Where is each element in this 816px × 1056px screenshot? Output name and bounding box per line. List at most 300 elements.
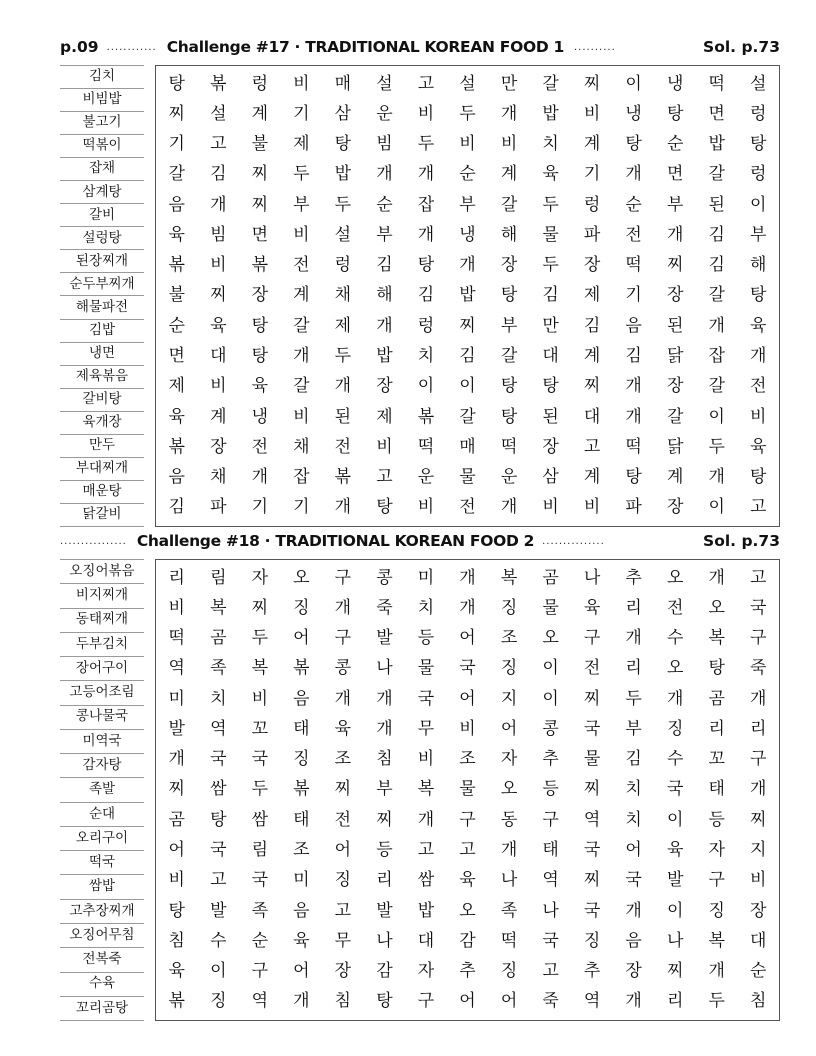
grid-letter-cell: 비 <box>210 376 227 397</box>
challenge-17-title: Challenge #17 · TRADITIONAL KOREAN FOOD 1 <box>166 38 564 56</box>
grid-letter-cell: 고 <box>210 870 227 891</box>
grid-letter-cell: 설 <box>334 224 352 245</box>
grid-letter-cell: 곰 <box>708 688 725 709</box>
grid-letter-cell: 탕 <box>168 900 185 921</box>
grid-letter-cell: 장 <box>583 255 601 276</box>
grid-letter-cell: 치 <box>210 688 227 709</box>
grid-letter-cell: 자 <box>251 567 269 588</box>
grid-letter-cell: 어 <box>459 628 476 649</box>
grid-letter-cell: 김 <box>625 346 642 367</box>
challenge-17-header <box>60 36 780 58</box>
grid-letter-cell: 고 <box>417 73 435 94</box>
grid-letter-cell: 장 <box>251 285 269 306</box>
grid-letter-cell: 파 <box>210 497 227 518</box>
grid-letter-cell: 콩 <box>542 718 559 739</box>
grid-letter-cell: 김 <box>168 497 185 518</box>
grid-letter-cell: 이 <box>210 961 227 982</box>
grid-letter-cell: 수 <box>666 628 684 649</box>
grid-letter-cell: 음 <box>625 930 642 951</box>
grid-letter-cell: 역 <box>168 658 185 679</box>
grid-letter-cell: 개 <box>500 103 518 124</box>
leader-dots: ............... <box>542 535 605 547</box>
grid-letter-cell: 비 <box>293 406 310 427</box>
grid-letter-cell: 제 <box>376 406 393 427</box>
grid-letter-cell: 부 <box>459 194 476 215</box>
grid-letter-cell: 탕 <box>500 406 518 427</box>
grid-letter-cell: 전 <box>583 658 601 679</box>
grid-letter-cell: 림 <box>251 840 269 861</box>
grid-letter-cell: 감 <box>376 961 393 982</box>
grid-letter-cell: 불 <box>251 134 269 155</box>
grid-letter-cell: 냉 <box>666 73 684 94</box>
grid-letter-cell: 기 <box>625 285 642 306</box>
grid-letter-cell: 찌 <box>750 809 767 830</box>
grid-letter-cell: 이 <box>542 688 559 709</box>
solution-page-reference: Sol. p.73 <box>703 532 780 550</box>
grid-letter-cell: 장 <box>666 497 684 518</box>
grid-letter-cell: 음 <box>168 194 185 215</box>
grid-letter-cell: 구 <box>251 961 269 982</box>
grid-letter-cell: 대 <box>417 930 435 951</box>
grid-letter-cell: 등 <box>417 628 435 649</box>
grid-letter-cell: 국 <box>583 840 601 861</box>
grid-letter-cell: 부 <box>750 224 767 245</box>
grid-letter-cell: 개 <box>750 346 767 367</box>
grid-letter-cell: 개 <box>625 164 642 185</box>
grid-letter-cell: 탕 <box>210 809 227 830</box>
word-list-item: 미역국 <box>60 730 144 754</box>
grid-letter-cell: 두 <box>708 436 725 457</box>
grid-letter-cell: 어 <box>625 840 642 861</box>
grid-letter-cell: 조 <box>500 628 518 649</box>
challenge-17-word-list <box>60 65 144 527</box>
grid-letter-cell: 탕 <box>376 497 393 518</box>
grid-letter-cell: 비 <box>168 597 185 618</box>
grid-letter-cell: 육 <box>168 224 185 245</box>
word-list-item: 설렁탕 <box>60 227 144 250</box>
grid-letter-cell: 오 <box>293 567 310 588</box>
word-list-item: 매운탕 <box>60 481 144 504</box>
grid-letter-cell: 볶 <box>293 779 310 800</box>
grid-letter-cell: 찌 <box>334 779 352 800</box>
grid-letter-cell: 구 <box>334 567 352 588</box>
grid-letter-cell: 탕 <box>708 658 725 679</box>
word-list-item: 오리구이 <box>60 827 144 851</box>
grid-letter-cell: 육 <box>750 436 767 457</box>
grid-letter-cell: 탕 <box>417 255 435 276</box>
grid-letter-cell: 자 <box>417 961 435 982</box>
grid-letter-cell: 볶 <box>168 255 185 276</box>
grid-letter-cell: 등 <box>542 779 559 800</box>
grid-letter-cell: 나 <box>376 658 393 679</box>
grid-letter-cell: 추 <box>459 961 476 982</box>
grid-letter-cell: 개 <box>750 779 767 800</box>
grid-letter-cell: 탕 <box>666 103 684 124</box>
grid-letter-cell: 김 <box>625 749 642 770</box>
grid-letter-cell: 렁 <box>583 194 601 215</box>
grid-letter-cell: 림 <box>210 567 227 588</box>
grid-letter-cell: 개 <box>708 567 725 588</box>
grid-letter-cell: 육 <box>293 930 310 951</box>
grid-letter-cell: 육 <box>168 406 185 427</box>
word-list-item: 두부김치 <box>60 633 144 657</box>
grid-letter-cell: 순 <box>168 315 185 336</box>
grid-letter-cell: 족 <box>251 900 269 921</box>
grid-letter-cell: 지 <box>750 840 767 861</box>
word-list-item: 고등어조림 <box>60 681 144 705</box>
grid-letter-cell: 채 <box>293 436 310 457</box>
grid-letter-cell: 물 <box>542 597 559 618</box>
grid-letter-cell: 수 <box>666 749 684 770</box>
word-list-item: 떡볶이 <box>60 135 144 158</box>
grid-letter-cell: 국 <box>459 658 476 679</box>
grid-letter-cell: 탕 <box>251 346 269 367</box>
word-list-item: 김밥 <box>60 320 144 343</box>
grid-letter-cell: 개 <box>625 406 642 427</box>
grid-letter-cell: 운 <box>376 103 393 124</box>
grid-letter-cell: 이 <box>417 376 435 397</box>
grid-letter-cell: 고 <box>583 436 601 457</box>
grid-letter-cell: 구 <box>334 628 352 649</box>
grid-letter-cell: 개 <box>334 497 352 518</box>
grid-letter-cell: 전 <box>750 376 767 397</box>
word-list-item: 동태찌개 <box>60 609 144 633</box>
grid-letter-cell: 대 <box>750 930 767 951</box>
grid-letter-cell: 물 <box>459 779 476 800</box>
grid-letter-cell: 두 <box>542 255 559 276</box>
grid-letter-cell: 된 <box>666 315 684 336</box>
grid-letter-cell: 비 <box>583 497 601 518</box>
grid-letter-cell: 기 <box>251 497 269 518</box>
word-list-item: 해물파전 <box>60 296 144 319</box>
grid-letter-cell: 면 <box>666 164 684 185</box>
grid-letter-cell: 발 <box>168 718 185 739</box>
grid-letter-cell: 역 <box>583 991 601 1012</box>
grid-letter-cell: 찌 <box>251 597 269 618</box>
word-list-item: 된장찌개 <box>60 250 144 273</box>
word-list-item: 불고기 <box>60 112 144 135</box>
word-list-item: 닭갈비 <box>60 504 144 527</box>
word-list-item: 육개장 <box>60 412 144 435</box>
grid-letter-cell: 꼬 <box>251 718 269 739</box>
grid-letter-cell: 육 <box>210 315 227 336</box>
grid-letter-cell: 이 <box>666 809 684 830</box>
grid-letter-cell: 된 <box>334 406 352 427</box>
word-list-item: 오징어볶음 <box>60 559 144 584</box>
grid-letter-cell: 김 <box>708 255 725 276</box>
grid-letter-cell: 전 <box>459 497 476 518</box>
grid-letter-cell: 이 <box>666 900 684 921</box>
grid-letter-cell: 구 <box>750 628 767 649</box>
grid-letter-cell: 탕 <box>625 467 642 488</box>
grid-letter-cell: 갈 <box>293 376 310 397</box>
grid-letter-cell: 오 <box>500 779 518 800</box>
grid-letter-cell: 육 <box>459 870 476 891</box>
grid-letter-cell: 감 <box>459 930 476 951</box>
grid-letter-cell: 어 <box>459 688 476 709</box>
grid-letter-cell: 고 <box>459 840 476 861</box>
grid-letter-cell: 개 <box>334 688 352 709</box>
grid-letter-cell: 비 <box>293 73 310 94</box>
grid-letter-cell: 장 <box>625 961 642 982</box>
grid-letter-cell: 전 <box>251 436 269 457</box>
word-list-item: 고추장찌개 <box>60 900 144 924</box>
grid-letter-cell: 개 <box>334 376 352 397</box>
grid-letter-cell: 개 <box>625 991 642 1012</box>
grid-letter-cell: 순 <box>750 961 767 982</box>
grid-letter-cell: 고 <box>210 134 227 155</box>
grid-letter-cell: 구 <box>542 809 559 830</box>
grid-letter-cell: 조 <box>293 840 310 861</box>
grid-letter-cell: 두 <box>708 991 725 1012</box>
grid-letter-cell: 물 <box>459 467 476 488</box>
grid-letter-cell: 어 <box>500 991 518 1012</box>
grid-letter-cell: 두 <box>251 628 269 649</box>
grid-letter-cell: 비 <box>750 406 767 427</box>
grid-letter-cell: 만 <box>500 73 518 94</box>
grid-letter-cell: 두 <box>459 103 476 124</box>
grid-letter-cell: 개 <box>376 718 393 739</box>
grid-letter-cell: 쌈 <box>210 779 227 800</box>
grid-letter-cell: 개 <box>625 628 642 649</box>
grid-letter-cell: 개 <box>500 840 518 861</box>
grid-letter-cell: 매 <box>459 436 476 457</box>
grid-letter-cell: 면 <box>708 103 725 124</box>
grid-letter-cell: 비 <box>168 870 185 891</box>
leader-dots: ................ <box>60 535 127 547</box>
grid-letter-cell: 면 <box>168 346 185 367</box>
grid-letter-cell: 개 <box>625 900 642 921</box>
grid-letter-cell: 냉 <box>251 406 269 427</box>
grid-letter-cell: 잡 <box>708 346 725 367</box>
grid-letter-cell: 부 <box>625 718 642 739</box>
grid-letter-cell: 갈 <box>459 406 476 427</box>
word-list-item: 오징어무침 <box>60 924 144 948</box>
grid-letter-cell: 발 <box>376 628 393 649</box>
grid-letter-cell: 개 <box>376 315 393 336</box>
grid-letter-cell: 렁 <box>750 164 767 185</box>
grid-letter-cell: 잡 <box>417 194 435 215</box>
grid-letter-cell: 육 <box>666 840 684 861</box>
grid-letter-cell: 렁 <box>750 103 767 124</box>
grid-letter-cell: 전 <box>293 255 310 276</box>
grid-letter-cell: 어 <box>293 961 310 982</box>
grid-letter-cell: 국 <box>583 718 601 739</box>
grid-letter-cell: 탕 <box>334 134 352 155</box>
grid-letter-cell: 침 <box>750 991 767 1012</box>
grid-letter-cell: 찌 <box>168 103 185 124</box>
grid-letter-cell: 볶 <box>210 73 227 94</box>
grid-letter-cell: 렁 <box>417 315 435 336</box>
grid-letter-cell: 찌 <box>459 315 476 336</box>
grid-letter-cell: 어 <box>459 991 476 1012</box>
grid-letter-cell: 탕 <box>168 73 185 94</box>
grid-letter-cell: 등 <box>708 809 725 830</box>
grid-letter-cell: 개 <box>376 688 393 709</box>
grid-letter-cell: 개 <box>168 749 185 770</box>
word-list-item: 삼계탕 <box>60 181 144 204</box>
grid-letter-cell: 조 <box>334 749 352 770</box>
grid-letter-cell: 비 <box>583 103 601 124</box>
grid-letter-cell: 찌 <box>583 376 601 397</box>
grid-letter-cell: 발 <box>376 900 393 921</box>
word-list-item: 쌈밥 <box>60 875 144 899</box>
grid-letter-cell: 파 <box>625 497 642 518</box>
grid-letter-cell: 역 <box>542 870 559 891</box>
grid-letter-cell: 개 <box>417 224 435 245</box>
grid-letter-cell: 순 <box>625 194 642 215</box>
grid-letter-cell: 개 <box>750 688 767 709</box>
grid-letter-cell: 갈 <box>500 346 518 367</box>
word-list-item: 비지찌개 <box>60 584 144 608</box>
grid-letter-cell: 국 <box>583 900 601 921</box>
grid-letter-cell: 족 <box>500 900 518 921</box>
grid-letter-cell: 나 <box>583 567 601 588</box>
grid-letter-cell: 갈 <box>708 164 725 185</box>
grid-letter-cell: 물 <box>542 224 559 245</box>
grid-letter-cell: 비 <box>459 134 476 155</box>
grid-letter-cell: 국 <box>666 779 684 800</box>
grid-letter-cell: 고 <box>376 467 393 488</box>
grid-letter-cell: 밥 <box>417 900 435 921</box>
grid-letter-cell: 냉 <box>459 224 476 245</box>
grid-letter-cell: 된 <box>542 406 559 427</box>
grid-letter-cell: 복 <box>417 779 435 800</box>
grid-letter-cell: 찌 <box>583 870 601 891</box>
grid-letter-cell: 떡 <box>168 628 185 649</box>
grid-letter-cell: 죽 <box>750 658 767 679</box>
grid-letter-cell: 탕 <box>542 376 559 397</box>
grid-letter-cell: 콩 <box>376 567 393 588</box>
grid-letter-cell: 두 <box>293 164 310 185</box>
grid-letter-cell: 밥 <box>459 285 476 306</box>
grid-letter-cell: 밥 <box>334 164 352 185</box>
grid-letter-cell: 구 <box>583 628 601 649</box>
grid-letter-cell: 삼 <box>542 467 559 488</box>
grid-letter-cell: 징 <box>708 900 725 921</box>
grid-letter-cell: 국 <box>251 870 269 891</box>
grid-letter-cell: 징 <box>666 718 684 739</box>
grid-letter-cell: 계 <box>500 164 518 185</box>
grid-letter-cell: 국 <box>750 597 767 618</box>
grid-letter-cell: 김 <box>583 315 601 336</box>
grid-letter-cell: 볶 <box>168 436 185 457</box>
grid-letter-cell: 찌 <box>583 73 601 94</box>
grid-letter-cell: 제 <box>293 134 310 155</box>
grid-letter-cell: 비 <box>293 224 310 245</box>
grid-letter-cell: 음 <box>168 467 185 488</box>
grid-letter-cell: 장 <box>334 961 352 982</box>
grid-letter-cell: 어 <box>293 628 310 649</box>
grid-letter-cell: 개 <box>500 497 518 518</box>
challenge-18-header <box>60 530 780 552</box>
grid-letter-cell: 개 <box>376 164 393 185</box>
grid-letter-cell: 갈 <box>542 73 559 94</box>
grid-letter-cell: 두 <box>251 779 269 800</box>
word-list-item: 수육 <box>60 973 144 997</box>
grid-letter-cell: 설 <box>376 73 393 94</box>
grid-letter-cell: 대 <box>542 346 559 367</box>
grid-letter-cell: 해 <box>500 224 518 245</box>
word-list-item: 김치 <box>60 65 144 89</box>
grid-letter-cell: 이 <box>459 376 476 397</box>
grid-letter-cell: 미 <box>168 688 185 709</box>
grid-letter-cell: 나 <box>666 930 684 951</box>
grid-letter-cell: 자 <box>500 749 518 770</box>
grid-letter-cell: 장 <box>376 376 393 397</box>
grid-letter-cell: 찌 <box>168 779 185 800</box>
grid-letter-cell: 나 <box>500 870 518 891</box>
grid-letter-cell: 개 <box>625 376 642 397</box>
grid-letter-cell: 갈 <box>666 406 684 427</box>
grid-letter-cell: 탕 <box>750 285 767 306</box>
grid-letter-cell: 침 <box>168 930 185 951</box>
grid-letter-cell: 계 <box>666 467 684 488</box>
grid-letter-cell: 쌈 <box>251 809 269 830</box>
word-list-item: 부대찌개 <box>60 458 144 481</box>
grid-letter-cell: 태 <box>708 779 725 800</box>
grid-letter-cell: 국 <box>542 930 559 951</box>
grid-letter-cell: 치 <box>625 809 642 830</box>
grid-letter-cell: 미 <box>293 870 310 891</box>
grid-letter-cell: 순 <box>666 134 684 155</box>
word-list-item: 순두부찌개 <box>60 273 144 296</box>
grid-letter-cell: 두 <box>542 194 559 215</box>
grid-letter-cell: 탕 <box>625 134 642 155</box>
grid-letter-cell: 찌 <box>666 961 684 982</box>
grid-letter-cell: 탕 <box>251 315 269 336</box>
grid-letter-cell: 족 <box>210 658 227 679</box>
grid-letter-cell: 징 <box>583 930 601 951</box>
grid-letter-cell: 전 <box>666 597 684 618</box>
grid-letter-cell: 국 <box>210 749 227 770</box>
grid-letter-cell: 갈 <box>168 164 185 185</box>
grid-letter-cell: 복 <box>251 658 269 679</box>
grid-letter-cell: 징 <box>334 870 352 891</box>
grid-letter-cell: 태 <box>293 809 310 830</box>
grid-letter-cell: 떡 <box>708 73 725 94</box>
grid-letter-cell: 역 <box>583 809 601 830</box>
grid-letter-cell: 지 <box>500 688 518 709</box>
grid-letter-cell: 구 <box>459 809 476 830</box>
grid-letter-cell: 동 <box>500 809 518 830</box>
grid-letter-cell: 찌 <box>666 255 684 276</box>
word-list-item: 족발 <box>60 778 144 802</box>
grid-letter-cell: 개 <box>251 467 269 488</box>
grid-letter-cell: 육 <box>750 315 767 336</box>
grid-letter-cell: 개 <box>293 991 310 1012</box>
grid-letter-cell: 발 <box>210 900 227 921</box>
grid-letter-cell: 장 <box>666 285 684 306</box>
grid-letter-cell: 잡 <box>293 467 310 488</box>
grid-letter-cell: 운 <box>417 467 435 488</box>
grid-letter-cell: 두 <box>334 194 352 215</box>
grid-letter-cell: 냉 <box>625 103 642 124</box>
grid-letter-cell: 설 <box>459 73 476 94</box>
grid-letter-cell: 비 <box>251 688 269 709</box>
grid-letter-cell: 리 <box>666 991 684 1012</box>
grid-letter-cell: 징 <box>210 991 227 1012</box>
grid-letter-cell: 죽 <box>542 991 559 1012</box>
grid-letter-cell: 자 <box>708 840 725 861</box>
grid-letter-cell: 파 <box>583 224 601 245</box>
grid-letter-cell: 등 <box>376 840 393 861</box>
grid-letter-cell: 장 <box>666 376 684 397</box>
grid-letter-cell: 징 <box>500 597 518 618</box>
grid-letter-cell: 어 <box>500 718 518 739</box>
grid-letter-cell: 음 <box>293 688 310 709</box>
grid-letter-cell: 개 <box>666 224 684 245</box>
